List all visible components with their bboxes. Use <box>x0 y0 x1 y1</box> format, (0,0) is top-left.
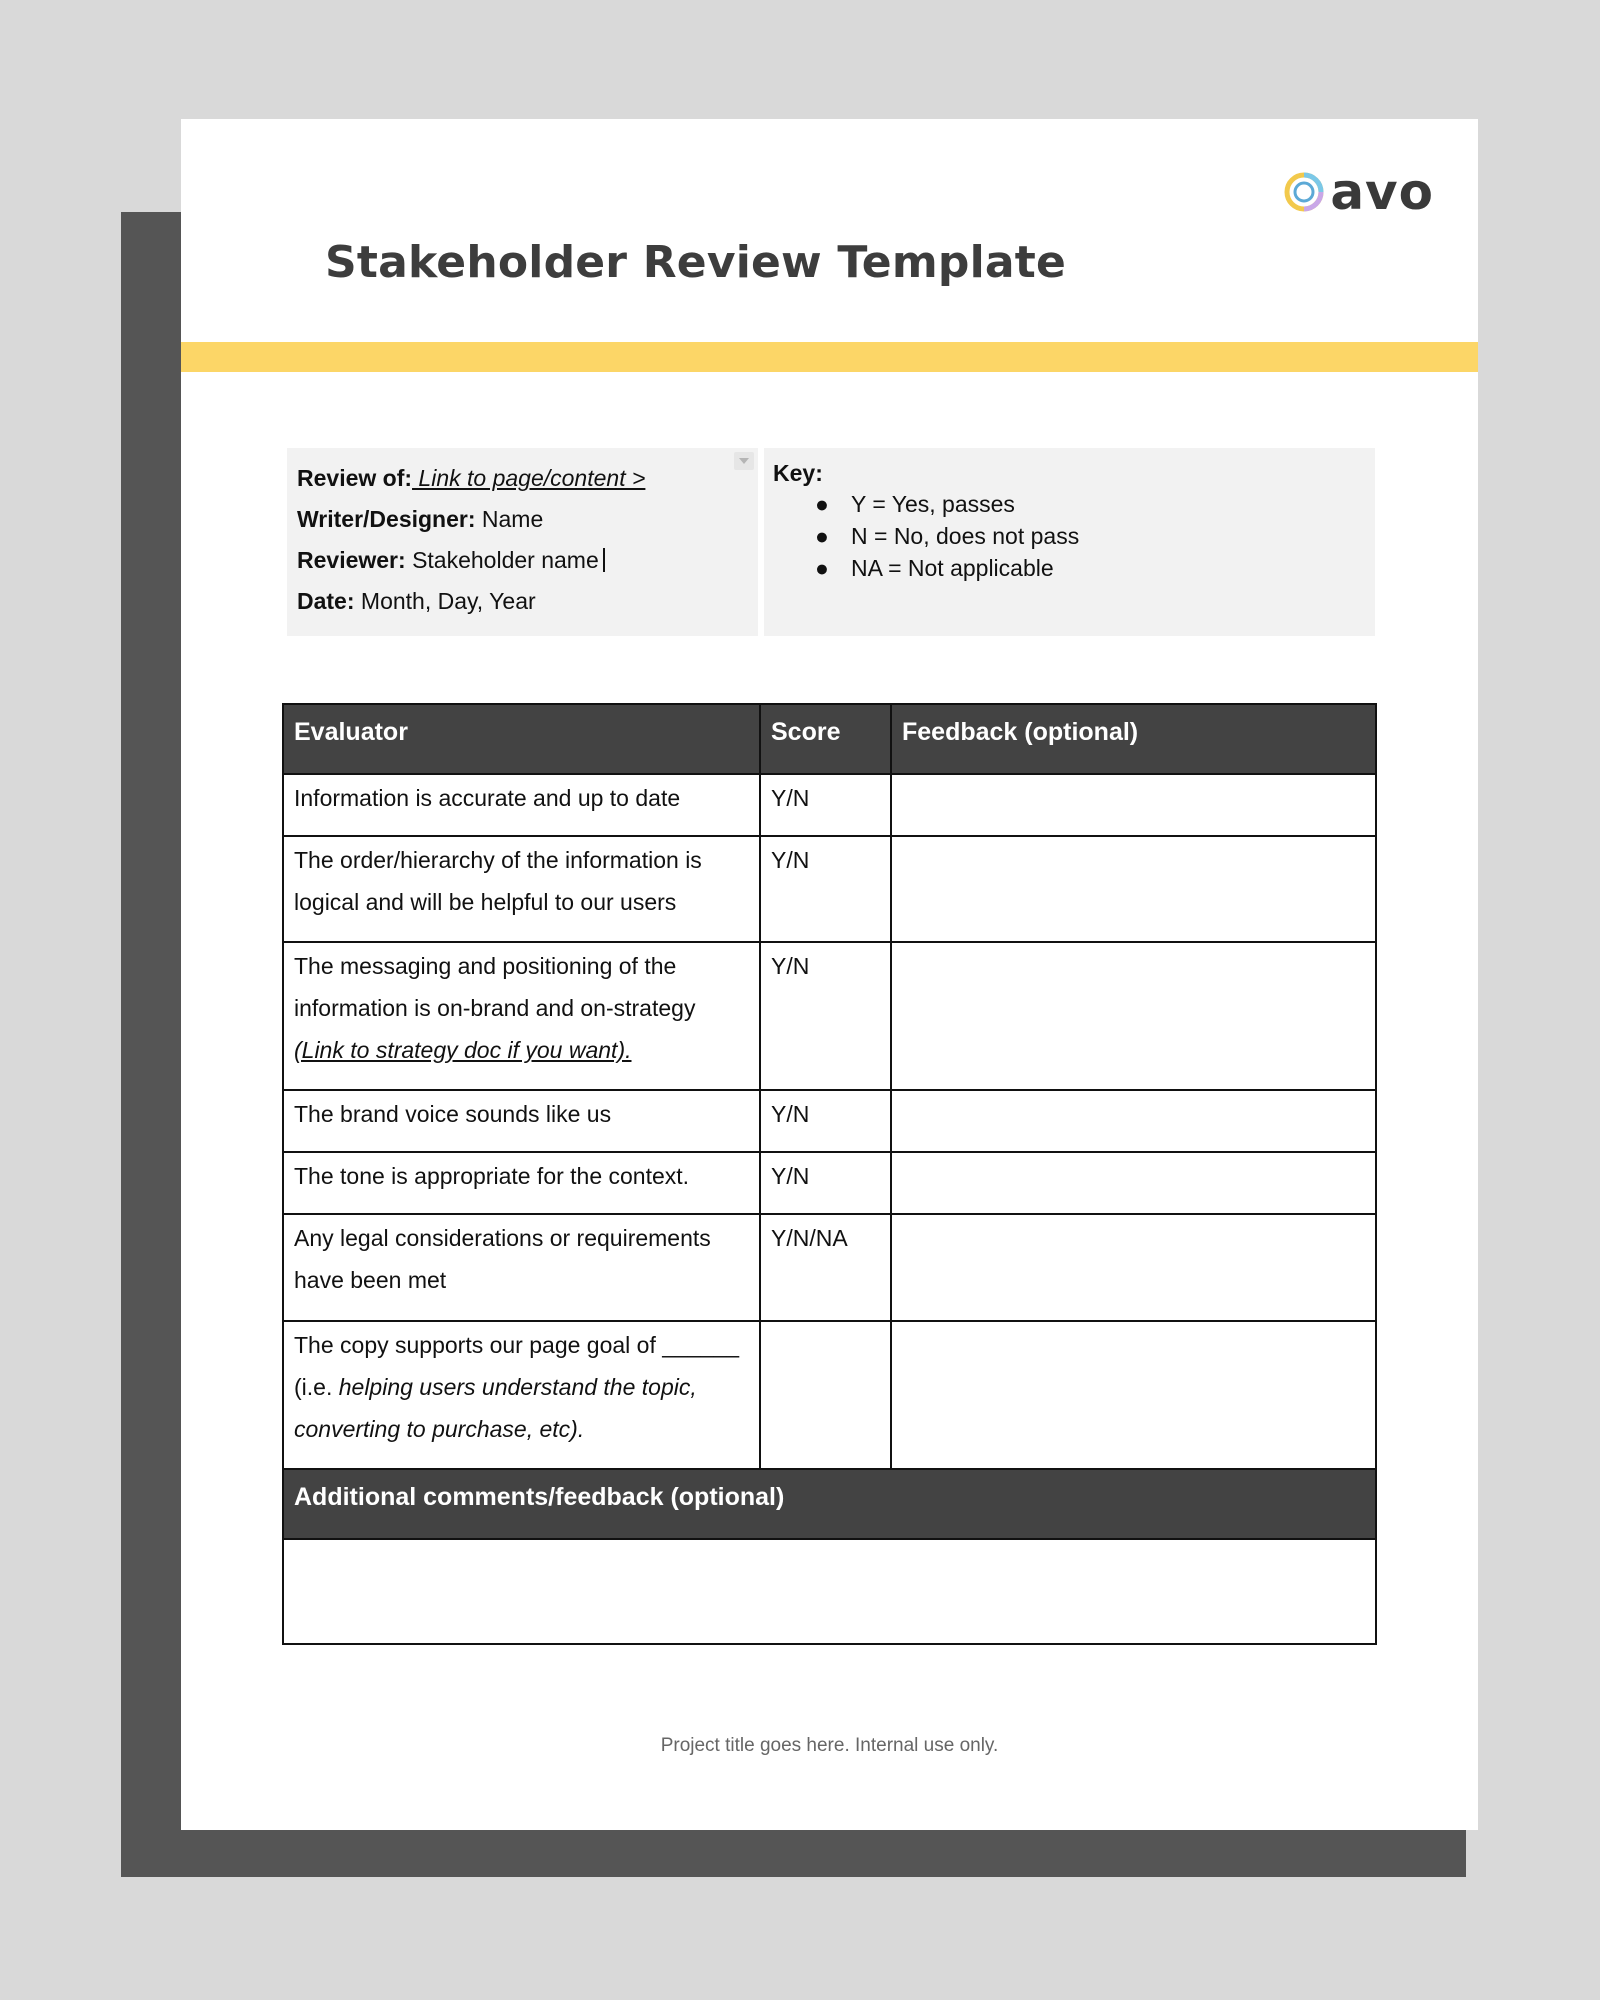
feedback-cell[interactable] <box>891 1152 1376 1214</box>
date-label: Date: <box>297 588 355 614</box>
additional-comments-header-row <box>283 1469 1376 1539</box>
score-cell[interactable]: Y/N <box>760 1152 891 1214</box>
header-score: Score <box>760 704 891 774</box>
evaluator-example-prefix: (i.e. <box>294 1374 339 1400</box>
key-item: ● N = No, does not pass <box>773 520 1366 552</box>
score-cell[interactable] <box>760 1321 891 1469</box>
score-cell[interactable]: Y/N <box>760 1090 891 1152</box>
strategy-doc-link[interactable]: (Link to strategy doc if you want). <box>294 1037 632 1063</box>
additional-comments-row <box>283 1539 1376 1644</box>
review-of-line <box>297 458 748 499</box>
feedback-cell[interactable] <box>891 1321 1376 1469</box>
score-cell[interactable]: Y/N/NA <box>760 1214 891 1321</box>
table-row <box>283 942 1376 1090</box>
feedback-cell[interactable] <box>891 774 1376 836</box>
accent-band <box>181 342 1478 372</box>
bullet-icon: ● <box>815 491 829 517</box>
avo-logo-icon <box>1284 172 1324 212</box>
key-item: ● Y = Yes, passes <box>773 488 1366 520</box>
key-item: ● NA = Not applicable <box>773 552 1366 584</box>
writer-line <box>297 499 748 540</box>
table-row <box>283 1152 1376 1214</box>
feedback-cell[interactable] <box>891 836 1376 942</box>
key-title: Key: <box>773 460 823 486</box>
score-cell[interactable]: Y/N <box>760 774 891 836</box>
table-row <box>283 1090 1376 1152</box>
table-row <box>283 1321 1376 1469</box>
reviewer-label: Reviewer: <box>297 547 406 573</box>
dropdown-arrow-icon[interactable] <box>734 452 754 470</box>
evaluator-cell[interactable]: Any legal considerations or requirements have been met <box>283 1214 760 1321</box>
bullet-icon: ● <box>815 523 829 549</box>
additional-comments-cell[interactable] <box>283 1539 1376 1644</box>
review-of-label: Review of: <box>297 465 413 491</box>
table-row <box>283 1214 1376 1321</box>
evaluator-cell[interactable]: The tone is appropriate for the context. <box>283 1152 760 1214</box>
key-panel <box>764 448 1375 636</box>
score-cell[interactable]: Y/N <box>760 942 891 1090</box>
evaluator-cell[interactable]: The order/hierarchy of the information is logical and will be helpful to our users <box>283 836 760 942</box>
date-value[interactable]: Month, Day, Year <box>360 588 536 614</box>
evaluator-cell[interactable] <box>283 1321 760 1469</box>
info-box <box>287 448 1375 636</box>
bullet-icon: ● <box>815 555 829 581</box>
date-line <box>297 581 748 622</box>
evaluation-table <box>282 703 1377 1645</box>
table-row <box>283 836 1376 942</box>
feedback-cell[interactable] <box>891 1090 1376 1152</box>
meta-panel <box>287 448 758 636</box>
avo-logo <box>1284 163 1434 221</box>
reviewer-value[interactable]: Stakeholder name <box>412 547 599 573</box>
evaluator-text: The copy supports our page goal of ______ <box>294 1332 739 1358</box>
evaluator-cell[interactable]: The brand voice sounds like us <box>283 1090 760 1152</box>
page-title: Stakeholder Review Template <box>325 237 1067 288</box>
additional-comments-header: Additional comments/feedback (optional) <box>283 1469 1376 1539</box>
feedback-cell[interactable] <box>891 942 1376 1090</box>
header-feedback: Feedback (optional) <box>891 704 1376 774</box>
text-cursor <box>603 548 605 572</box>
score-cell[interactable]: Y/N <box>760 836 891 942</box>
key-list <box>773 488 1366 584</box>
review-of-link[interactable]: Link to page/content > <box>412 465 646 491</box>
document-page <box>181 119 1478 1830</box>
evaluator-cell[interactable] <box>283 942 760 1090</box>
table-row <box>283 774 1376 836</box>
writer-label: Writer/Designer: <box>297 506 476 532</box>
evaluator-cell[interactable]: Information is accurate and up to date <box>283 774 760 836</box>
header-evaluator: Evaluator <box>283 704 760 774</box>
feedback-cell[interactable] <box>891 1214 1376 1321</box>
reviewer-line <box>297 540 748 581</box>
table-header-row <box>283 704 1376 774</box>
footer-note: Project title goes here. Internal use only. <box>660 1735 999 1756</box>
evaluator-example: helping users understand the topic, converting to purchase, etc). <box>294 1374 697 1442</box>
writer-value[interactable]: Name <box>481 506 544 532</box>
evaluator-text: The messaging and positioning of the information is on-brand and on-strategy <box>294 953 696 1021</box>
logo-wordmark: avo <box>1330 163 1434 221</box>
